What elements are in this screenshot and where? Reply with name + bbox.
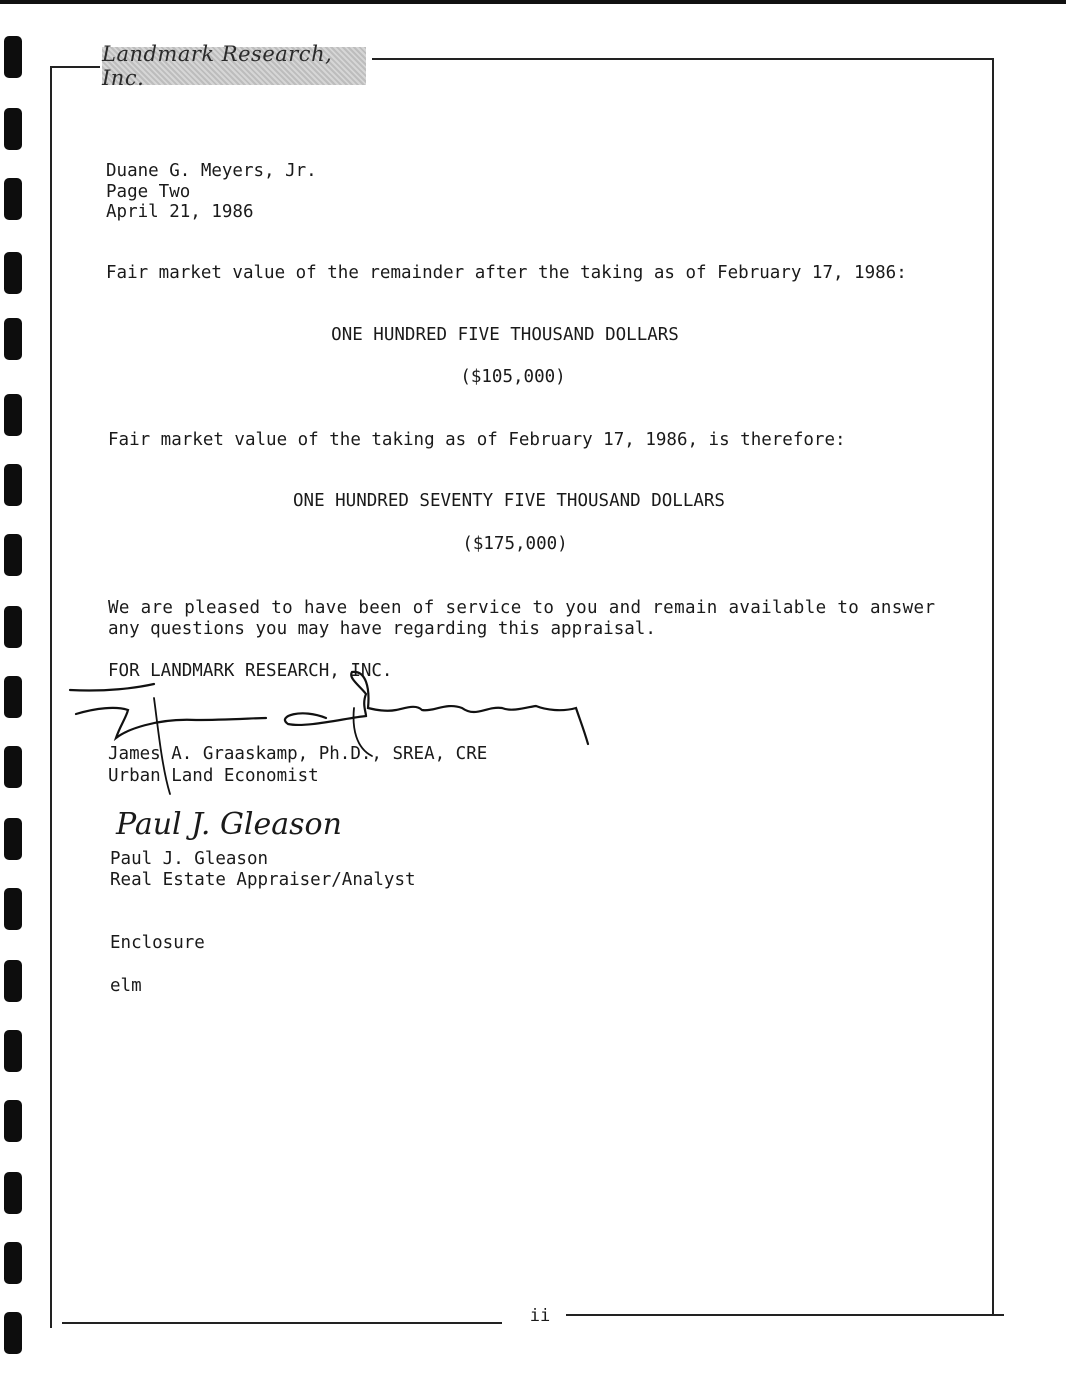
- binder-hole: [4, 1172, 22, 1214]
- letter-date: April 21, 1986: [106, 202, 254, 222]
- closing-line-1: We are pleased to have been of service to you and remain available to answer: [108, 598, 936, 618]
- signer2-title: Real Estate Appraiser/Analyst: [110, 870, 416, 890]
- frame-line: [62, 1322, 502, 1324]
- binder-hole: [4, 676, 22, 718]
- frame-line: [50, 66, 100, 68]
- frame-line: [372, 58, 994, 60]
- binder-hole: [4, 606, 22, 648]
- binder-hole: [4, 960, 22, 1002]
- binder-hole: [4, 252, 22, 294]
- binder-hole: [4, 818, 22, 860]
- binder-hole: [4, 1030, 22, 1072]
- closing-line-2: any questions you may have regarding this appraisal.: [108, 619, 656, 639]
- binder-hole: [4, 36, 22, 78]
- logo-text: Landmark Research, Inc.: [102, 42, 333, 90]
- binder-holes: [4, 36, 26, 1366]
- binder-hole: [4, 394, 22, 436]
- remainder-intro: Fair market value of the remainder after the taking as of February 17, 1986:: [106, 263, 907, 283]
- gleason-signature-text: Paul J. Gleason: [116, 807, 342, 842]
- remainder-amount-figure: ($105,000): [460, 367, 566, 387]
- frame-line: [992, 58, 994, 1316]
- firm-line: FOR LANDMARK RESEARCH, INC.: [108, 661, 393, 681]
- page-label: Page Two: [106, 182, 191, 202]
- signer1-title: Urban Land Economist: [108, 766, 319, 786]
- signer1-name: James A. Graaskamp, Ph.D., SREA, CRE: [108, 744, 488, 764]
- binder-hole: [4, 1242, 22, 1284]
- binder-hole: [4, 746, 22, 788]
- frame-line: [566, 1314, 1004, 1316]
- typist-initials: elm: [110, 976, 142, 996]
- binder-hole: [4, 178, 22, 220]
- binder-hole: [4, 1312, 22, 1354]
- page-number: ii: [529, 1306, 551, 1326]
- gleason-signature: [110, 800, 370, 850]
- binder-hole: [4, 1100, 22, 1142]
- signer2-name: Paul J. Gleason: [110, 849, 269, 869]
- taking-intro: Fair market value of the taking as of February 17, 1986, is therefore:: [108, 430, 846, 450]
- enclosure-note: Enclosure: [110, 933, 205, 953]
- frame-line: [50, 66, 52, 1328]
- recipient-name: Duane G. Meyers, Jr.: [106, 161, 317, 181]
- letterhead-logo: [102, 42, 366, 90]
- binder-hole: [4, 108, 22, 150]
- remainder-amount-words: ONE HUNDRED FIVE THOUSAND DOLLARS: [331, 325, 679, 345]
- binder-hole: [4, 888, 22, 930]
- scan-top-edge: [0, 0, 1066, 4]
- taking-amount-figure: ($175,000): [462, 534, 568, 554]
- taking-amount-words: ONE HUNDRED SEVENTY FIVE THOUSAND DOLLARS: [293, 491, 725, 511]
